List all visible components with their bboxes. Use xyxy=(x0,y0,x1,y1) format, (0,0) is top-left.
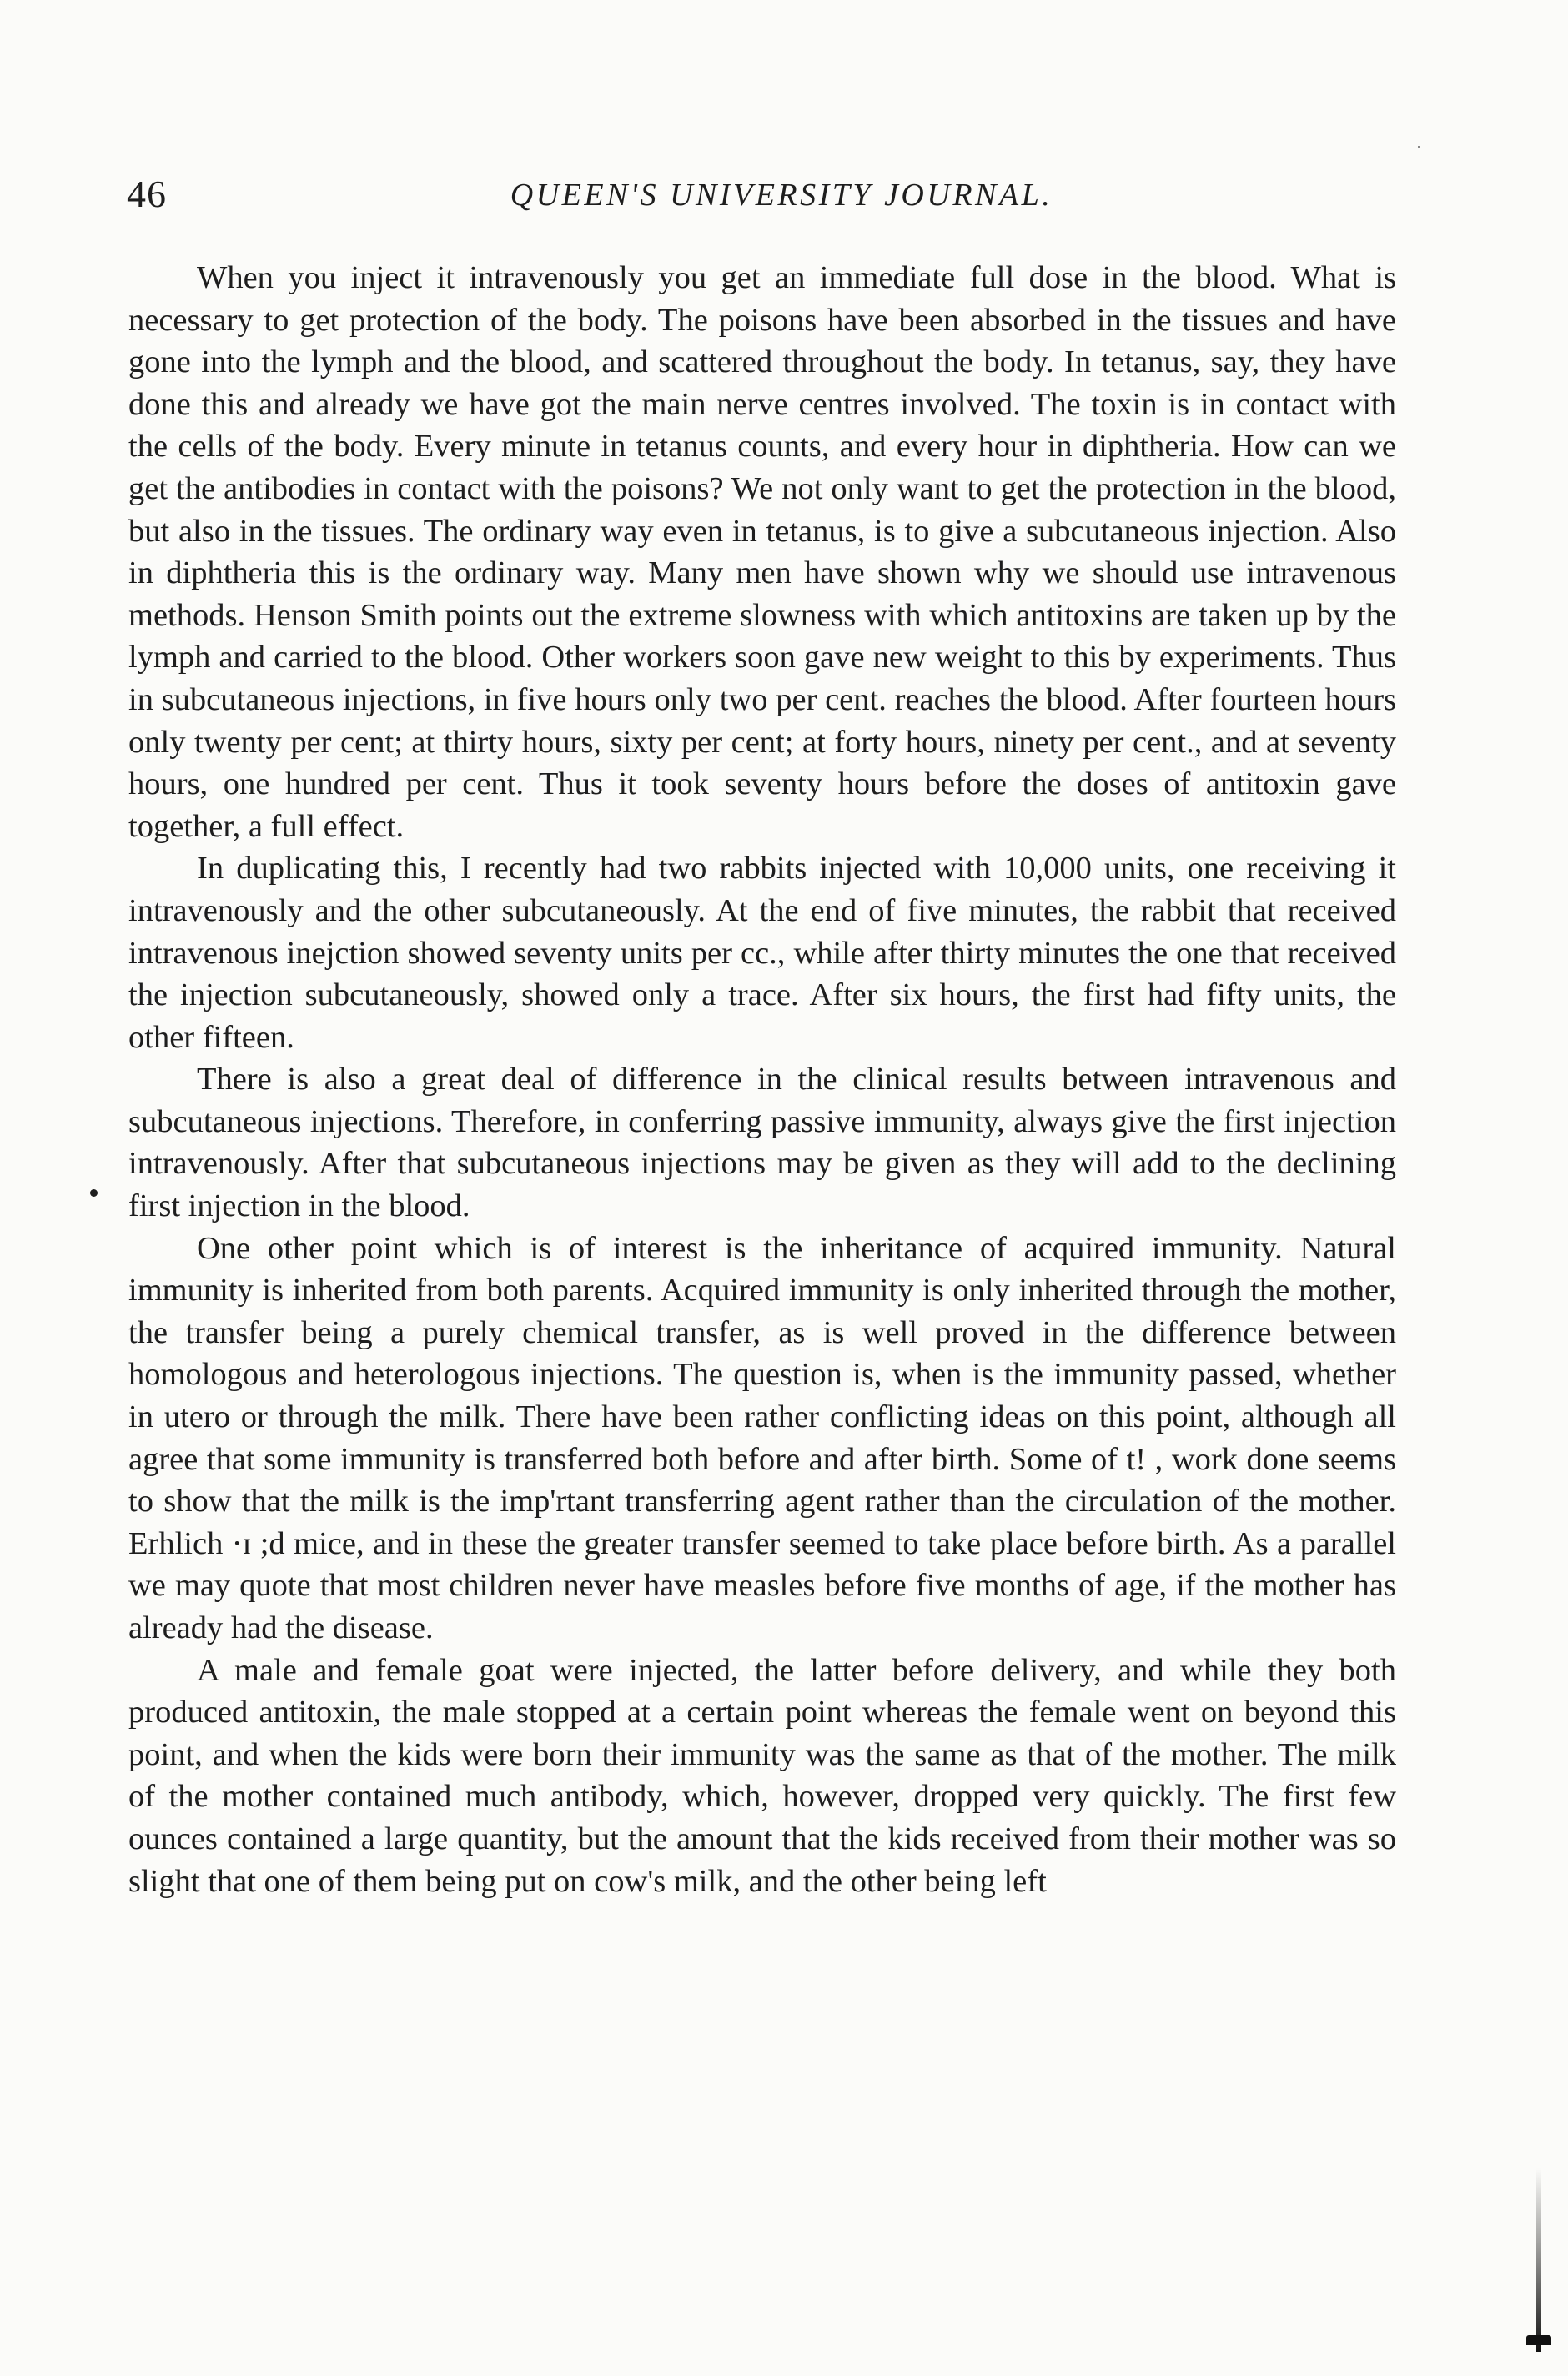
scan-edge-foot xyxy=(1526,2335,1551,2345)
paragraph-intravenous-dose: When you inject it intravenously you get an immediate full dose in the blood. What is necessary to get protection of the body. The poisons have been absorbed in the tissues and have gone into the lymph and the blood, and scattered throughout the body. In tetanus, say, they have done this and already we have got the main nerve centres involved. The toxin is in contact with the cells of the body. Every minute in tetanus counts, and every hour in diphtheria. How can we get the antibodies in contact with the poisons? We not only want to get the protection in the blood, but also in the tissues. The ordinary way even in tetanus, is to give a subcutaneous injection. Also in diphtheria this is the ordinary way. Many men have shown why we should use intravenous methods. Henson Smith points out the extreme slowness with which antitoxins are taken up by the lymph and carried to the blood. Other workers soon gave new weight to this by experiments. Thus in subcutaneous injections, in five hours only two per cent. reaches the blood. After fourteen hours only twenty per cent; at thirty hours, sixty per cent; at forty hours, ninety per cent., and at seventy hours, one hundred per cent. Thus it took seventy hours before the doses of antitoxin gave together, a full effect. xyxy=(128,260,1396,844)
page-header xyxy=(127,172,1403,230)
margin-mark xyxy=(90,1189,98,1197)
paragraph-rabbit-experiment: In duplicating this, I recently had two rabbits injected with 10,000 units, one receiving it intravenously and the other subcutaneously. At the end of five minutes, the rabbit that received intravenous inejction showed seventy units per cc., while after thirty minutes the one that received the injection subcutaneously, showed only a trace. After six hours, the first had fifty units, the other fifteen. xyxy=(128,851,1396,1055)
paragraph-inherited-immunity: One other point which is of interest is the inheritance of acquired immunity. Natural immunity is inherited from both parents. Acquired immunity is only inherited through the mother, the transfer being a purely chemical transfer, as is well proved in the difference between homologous and heterologous injections. The question is, when is the immunity passed, whether in utero or through the milk. There have been rather conflicting ideas on this point, although all agree that some immunity is transferred both before and after birth. Some of t! , work done seems to show that the milk is the imp'rtant transferring agent rather than the circulation of the mother. Erhlich ·ɪ ;d mice, and in these the greater transfer seemed to take place before birth. As a parallel we may quote that most children never have measles before five months of age, if the mother has already had the disease. xyxy=(128,1230,1396,1645)
scan-speck xyxy=(1418,146,1420,148)
body-text xyxy=(128,257,1396,1902)
paragraph-goat-experiment: A male and female goat were injected, the latter before delivery, and while they both produced antitoxin, the male stopped at a certain point whereas the female went on beyond this point, and when the kids were born their immunity was the same as that of the mother. The milk of the mother contained much antibody, which, however, dropped very quickly. The first few ounces contained a large quantity, but the amount that the kids received from their mother was so slight that one of them being put on cow's milk, and the other being left xyxy=(128,1652,1396,1899)
scan-edge-mark xyxy=(1536,2168,1541,2352)
running-title: QUEEN'S UNIVERSITY JOURNAL. xyxy=(510,178,1053,213)
paragraph-clinical-results: There is also a great deal of difference in the clinical results between intravenous and subcutaneous injections. Therefore, in conferring passive immunity, always give the first injection intravenously. After that subcutaneous injections may be given as they will add to the declining first injection in the blood. xyxy=(128,1062,1396,1224)
page-number: 46 xyxy=(127,173,167,215)
